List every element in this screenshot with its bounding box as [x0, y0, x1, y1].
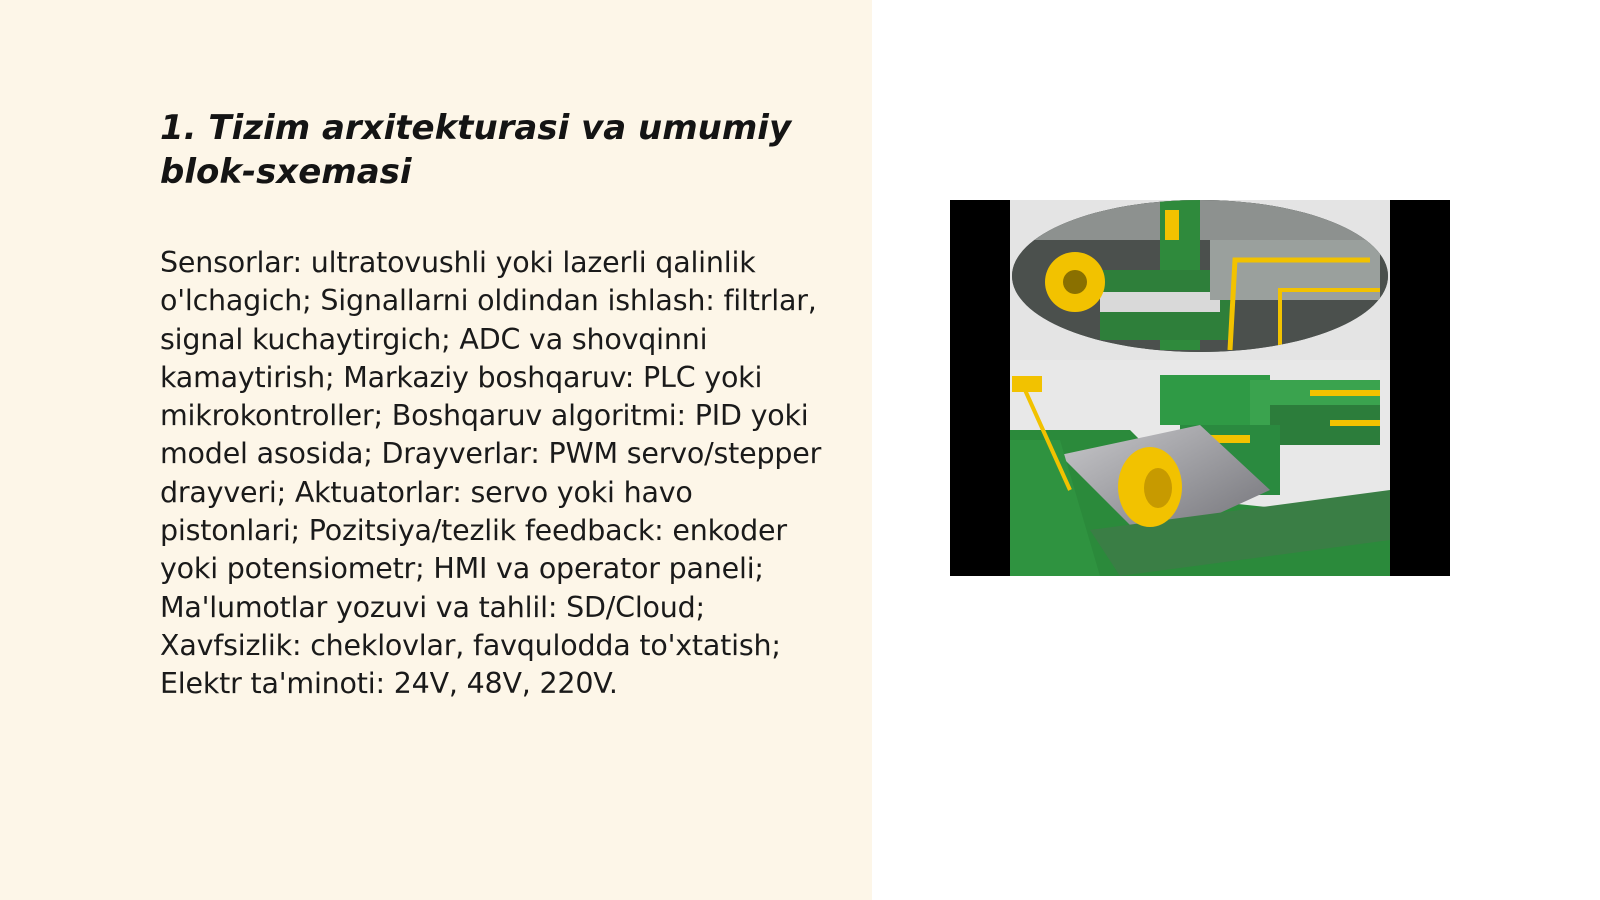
slide-title: 1. Tizim arxitekturasi va umumiy blok-sxemasi — [160, 108, 792, 192]
machine-photo-illustration — [950, 200, 1450, 576]
slide-body-text: Sensorlar: ultratovushli yoki lazerli qalinlik o'lchagich; Signallarni oldindan ishlash: filtrlar, signal kuchaytirgich; ADC va shovqinni kamaytirish; Markaziy boshqaruv: PLC yoki mikrokontroller; Boshqaruv algoritmi: PID yoki model asosida; Drayverlar: PWM servo/stepper drayveri; Aktuatorlar: servo yoki havo pistonlari; Pozitsiya/tezlik feedback: enkoder yoki potensiometr; HMI va operator paneli; Ma'lumotlar yozuvi va tahlil: SD/Cloud; Xavfsizlik: cheklovlar, favqulodda to'xtatish; Elektr ta'minoti: 24V, 48V, 220V. — [160, 246, 822, 701]
machine-photo — [950, 200, 1450, 576]
